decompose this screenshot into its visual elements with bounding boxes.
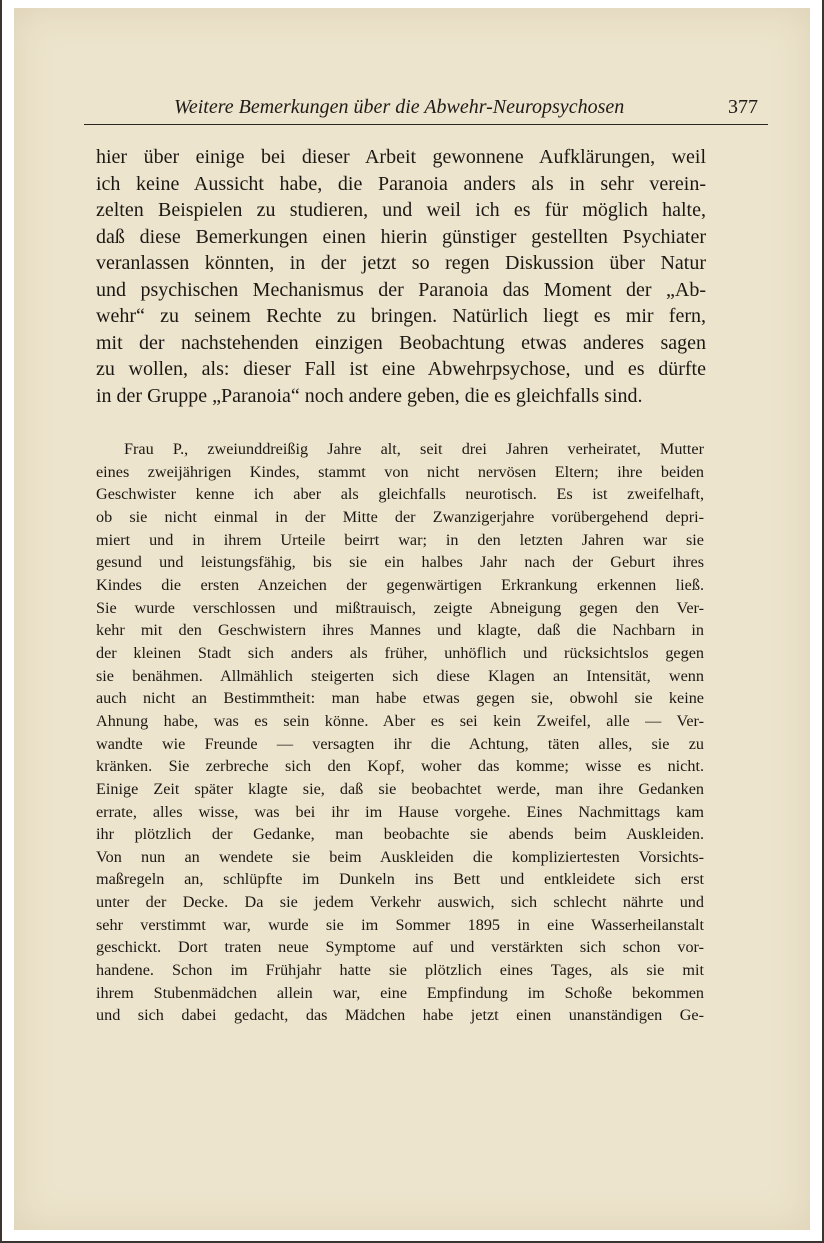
case-line: geschickt. Dort traten neue Symptome auf und verstärkten sich schon vor- [96, 938, 704, 957]
case-line: Einige Zeit später klagte sie, daß sie beobachtet werde, man ihre Gedanken [96, 779, 704, 798]
case-line: maßregeln an, schlüpfte im Dunkeln ins Bett und entkleidete sich erst [96, 870, 704, 889]
case-line: Sie wurde verschlossen und mißtrauisch, zeigte Abneigung gegen den Ver- [96, 598, 704, 617]
main-line: zelten Beispielen zu studieren, und weil ich es für möglich halte, [96, 199, 706, 221]
main-line: und psychischen Mechanismus der Paranoia das Moment der „Ab- [96, 278, 706, 301]
page-number: 377 [728, 96, 758, 118]
main-line: mit der nachstehenden einzigen Beobachtung etwas anderes sagen [96, 331, 706, 354]
running-head [84, 94, 768, 125]
case-line: sie benähmen. Allmählich steigerten sich diese Klagen an Intensität, wenn [96, 666, 704, 685]
case-line: Frau P., zweiunddreißig Jahre alt, seit drei Jahren verheiratet, Mutter [124, 440, 704, 458]
case-line: Kindes die ersten Anzeichen der gegenwärtigen Erkrankung erkennen ließ. [96, 575, 704, 594]
case-line: handene. Schon im Frühjahr hatte sie plötzlich eines Tages, als sie mit [96, 961, 704, 980]
case-line: sehr verstimmt war, wurde sie im Sommer 1895 in eine Wasserheilanstalt [96, 915, 704, 934]
main-line: veranlassen könnten, in der jetzt so regen Diskussion über Natur [96, 252, 706, 274]
main-line: ich keine Aussicht habe, die Paranoia anders als in sehr verein- [96, 172, 706, 195]
case-line: miert und in ihrem Urteile beirrt war; in den letzten Jahren war sie [96, 530, 704, 549]
case-line: errate, alles wisse, was bei ihr im Hause vorgehe. Eines Nachmittags kam [96, 802, 704, 821]
book-page [14, 8, 810, 1230]
main-line: daß diese Bemerkungen einen hierin günstiger gestellten Psychiater [96, 225, 706, 248]
case-line: Ahnung habe, was es sein könne. Aber es sei kein Zweifel, alle — Ver- [96, 711, 704, 730]
main-line: wehr“ zu seinem Rechte zu bringen. Natürlich liegt es mir fern, [96, 305, 706, 327]
case-line: eines zweijährigen Kindes, stammt von nicht nervösen Eltern; ihre beiden [96, 462, 704, 481]
case-line: kränken. Sie zerbreche sich den Kopf, woher das komme; wisse es nicht. [96, 757, 704, 776]
case-line: Von nun an wendete sie beim Auskleiden die kompliziertesten Vorsichts- [96, 847, 704, 866]
main-line: hier über einige bei dieser Arbeit gewonnene Aufklärungen, weil [96, 146, 706, 168]
case-line: Geschwister kenne ich aber als gleichfalls neurotisch. Es ist zweifelhaft, [96, 485, 704, 504]
running-head-title: Weitere Bemerkungen über die Abwehr-Neuropsychosen [174, 96, 625, 118]
case-line: ihrem Stubenmädchen allein war, eine Empfindung im Schoße bekommen [96, 983, 704, 1002]
case-line: auch nicht an Bestimmtheit: man habe etwas gegen sie, obwohl sie keine [96, 689, 704, 708]
main-line: in der Gruppe „Paranoia“ noch andere geben, die es gleichfalls sind. [96, 384, 643, 407]
main-line: zu wollen, als: dieser Fall ist eine Abwehrpsychose, und es dürfte [96, 358, 706, 380]
case-line: der kleinen Stadt sich anders als früher, unhöflich und rücksichtslos gegen [96, 643, 704, 662]
case-line: ihr plötzlich der Gedanke, man beobachte sie abends beim Auskleiden. [96, 825, 704, 844]
case-line: und sich dabei gedacht, das Mädchen habe jetzt einen unanständigen Ge- [96, 1006, 704, 1025]
case-line: gesund und leistungsfähig, bis sie ein halbes Jahr nach der Geburt ihres [96, 553, 704, 572]
case-line: wandte wie Freunde — versagten ihr die Achtung, täten alles, sie zu [96, 734, 704, 753]
case-line: unter der Decke. Da sie jedem Verkehr auswich, sich schlecht nährte und [96, 893, 704, 912]
case-line: kehr mit den Geschwistern ihres Mannes und klagte, daß die Nachbarn in [96, 621, 704, 640]
main-paragraph [96, 144, 706, 409]
case-paragraph [96, 438, 704, 1027]
case-line: ob sie nicht einmal in der Mitte der Zwanzigerjahre vorübergehend depri- [96, 507, 704, 526]
